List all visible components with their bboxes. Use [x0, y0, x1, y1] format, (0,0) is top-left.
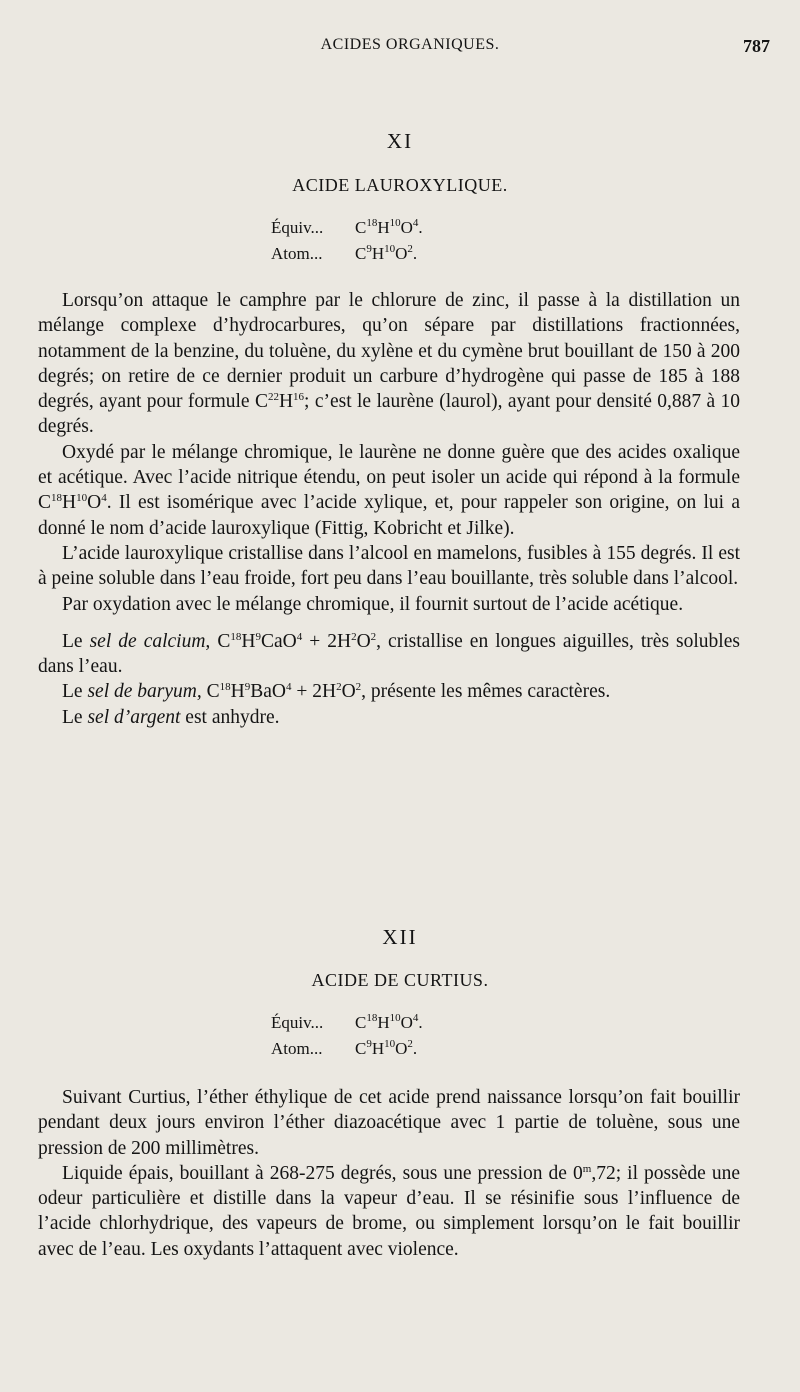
section-body — [38, 1085, 740, 1262]
formula-value: $C^9H^{10}O^2$. — [355, 1038, 418, 1058]
section-title: ACIDE LAUROXYLIQUE. — [292, 175, 508, 195]
formula-equivalent — [271, 218, 423, 238]
formula-atomic — [271, 244, 417, 264]
formula-label: Atom... — [271, 244, 323, 263]
running-head — [0, 36, 800, 64]
paragraph: Le sel de baryum, $C^{18}H^9BaO^4 + 2H^2O^2$, présente les mêmes caractères. — [62, 681, 611, 703]
paragraph: Le sel de calcium, $C^{18}H^9CaO^4 + 2H^2O^2$, cristallise en longues aiguilles, très solubles dans l’eau. — [38, 630, 740, 678]
section-title: ACIDE DE CURTIUS. — [311, 970, 489, 990]
section-body — [38, 288, 740, 730]
formula-value: $C^{18}H^{10}O^4$. — [355, 217, 423, 237]
formula-atomic — [271, 1039, 417, 1059]
paragraph: L’acide lauroxylique cristallise dans l’alcool en mamelons, fusibles à 155 degrés. Il est à peine soluble dans l’eau froide, fort peu dans l’eau bouillante, très soluble dans l’alcool. — [38, 542, 740, 590]
formula-label: Équiv... — [271, 218, 324, 237]
paragraph: Par oxydation avec le mélange chromique, il fournit surtout de l’acide acétique. — [62, 593, 684, 615]
paragraph: Liquide épais, bouillant à 268-275 degrés, sous une pression de 0$^m$,72; il possède une odeur particulière et distille dans la vapeur d’eau. Il se résinifie sous l’influence de l’acide chlorhydrique, des vapeurs de brome, ou simplement lorsqu’on le fait bouillir avec de l’eau. Les oxydants l’attaquent avec violence. — [38, 1162, 740, 1260]
formula-label: Équiv... — [271, 1013, 324, 1032]
formula-equivalent — [271, 1013, 423, 1033]
paragraph: Oxydé par le mélange chromique, le laurène ne donne guère que des acides oxalique et acétique. Avec l’acide nitrique étendu, on peut isoler un acide qui répond à la formule $C^{18}H^{10}O^4$. Il est isomérique avec l’acide xylique, et, pour rappeler son origine, on lui a donné le nom d’acide lauroxylique (Fittig, Kobricht et Jilke). — [38, 441, 740, 539]
formula-value: $C^{18}H^{10}O^4$. — [355, 1012, 423, 1032]
formula-value: $C^9H^{10}O^2$. — [355, 243, 418, 263]
formula-label: Atom... — [271, 1039, 323, 1058]
section-number: XII — [382, 925, 418, 949]
running-head-title: ACIDES ORGANIQUES. — [320, 36, 500, 53]
paragraph: Suivant Curtius, l’éther éthylique de cet acide prend naissance lorsqu’on fait bouillir pendant deux jours environ l’éther diazoacétique avec 1 partie de toluène, sous une pression de 200 millimètres. — [38, 1087, 740, 1159]
section-number: XI — [386, 129, 414, 153]
paragraph: Lorsqu’on attaque le camphre par le chlorure de zinc, il passe à la distillation un mélange complexe d’hydrocarbures, qu’on sépare par distillations fractionnées, notamment de la benzine, du toluène, du xylène et du cymène brut bouillant de 150 à 200 degrés; on retire de ce dernier produit un carbure d’hydrogène qui passe de 185 à 188 degrés, ayant pour formule $C^{22}H^{16}$; c’est le laurène (laurol), ayant pour densité 0,887 à 10 degrés. — [38, 290, 740, 438]
paragraph: Le sel d’argent est anhydre. — [62, 706, 280, 728]
page-number: 787 — [743, 36, 770, 56]
